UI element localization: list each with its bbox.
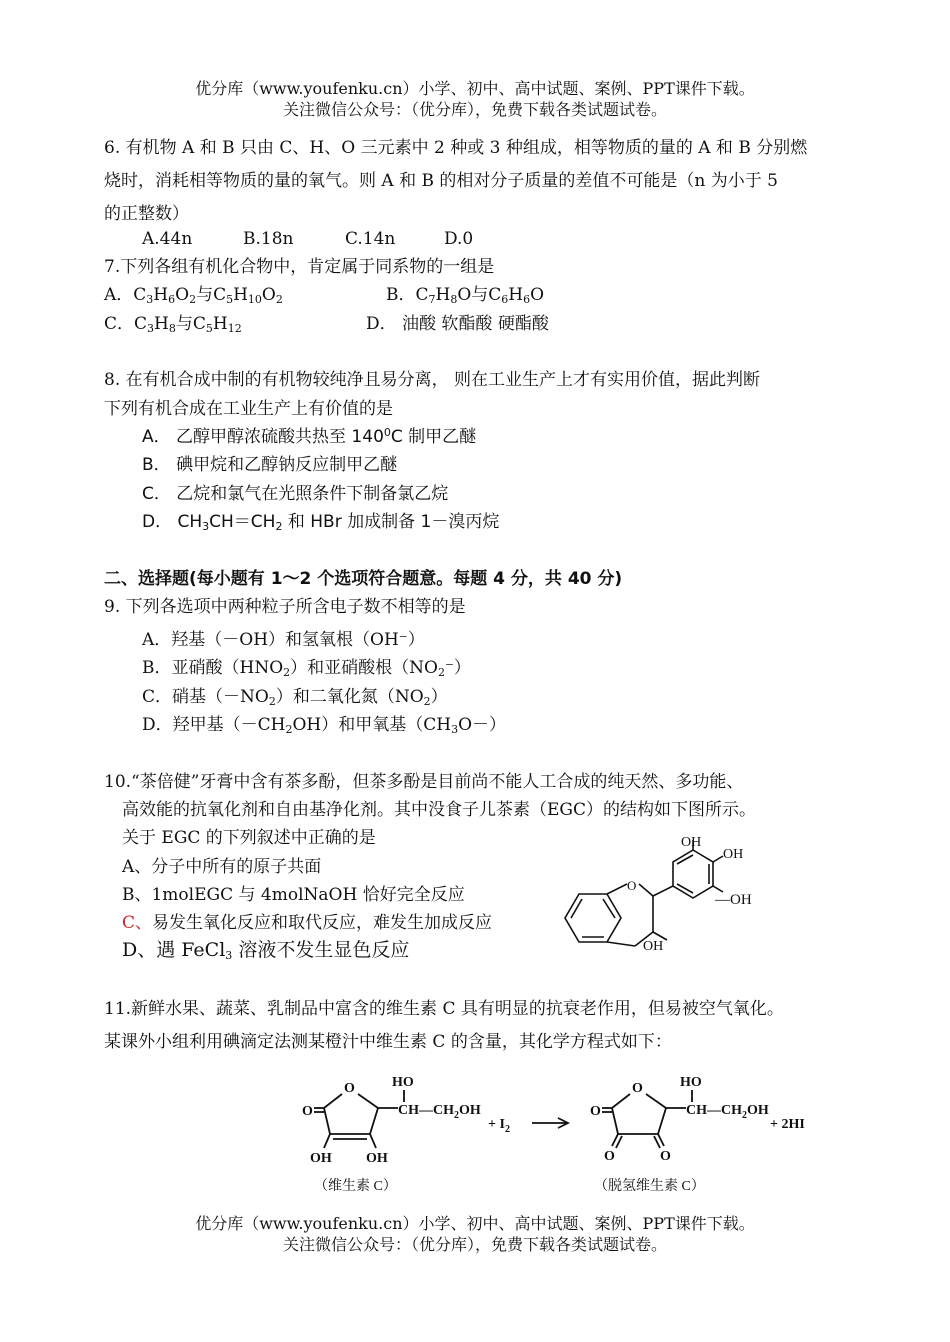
q10-option-c-label: C、 — [122, 913, 153, 933]
q9-option-c: C．硝基$(-NO_2)$和二氧化氮$(NO_2)$ — [142, 687, 448, 708]
egc-oh-right-top: OH — [723, 847, 744, 862]
egc-oh-top: OH — [681, 835, 702, 850]
q8-stem-1: 8. 在有机合成中制的有机物较纯净且易分离， 则在工业生产上才有实用价值，据此判断 — [104, 370, 761, 390]
header-line-1: 优分库（www.youfenku.cn）小学、初中、高中试题、案例、PPT课件下载。 — [195, 79, 755, 98]
plus-i2: + $I_2$ — [488, 1117, 510, 1135]
q11-line-2: 某课外小组利用碘滴定法测某橙汁中维生素 C 的含量，其化学方程式如下： — [104, 1032, 672, 1052]
q6-stem-2: 烧时，消耗相等物质的量的氧气。则 A 和 B 的相对分子质量的差值不可能是（n 为小于 5 — [104, 171, 778, 191]
footer-line-2: 关注微信公众号：（优分库），免费下载各类试题试卷。 — [282, 1235, 667, 1254]
right-chain: $CH—CH_2OH$ — [686, 1103, 769, 1121]
q6-option-d: D.0 — [444, 229, 474, 249]
egc-structure-diagram — [555, 832, 775, 962]
right-carbonyl-o: O — [590, 1104, 601, 1119]
left-chain: $CH—CH_2OH$ — [398, 1103, 481, 1121]
q10-line-1: 10.“茶倍健”牙膏中含有茶多酚，但茶多酚是目前尚不能人工合成的纯天然、多功能、 — [104, 772, 744, 792]
q6-option-c: C.14n — [345, 229, 396, 249]
header-line-2: 关注微信公众号：（优分库），免费下载各类试题试卷。 — [282, 100, 667, 119]
footer-line-1: 优分库（www.youfenku.cn）小学、初中、高中试题、案例、PPT课件下载。 — [195, 1214, 755, 1233]
q10-option-a: A、分子中所有的原子共面 — [122, 857, 322, 877]
label-vitamin-c: （维生素 C） — [314, 1179, 397, 1194]
label-dehydro-vitamin-c: （脱氢维生素 C） — [594, 1179, 705, 1194]
egc-oh-bottom: OH — [643, 939, 664, 954]
header — [0, 78, 950, 120]
q8-stem-2: 下列有机合成在工业生产上有价值的是 — [104, 399, 393, 419]
q6-option-a: A.44n — [142, 229, 193, 249]
q10-option-d: D、遇 FeCl$_3$ 溶液不发生显色反应 — [122, 939, 410, 962]
q11-line-1: 11.新鲜水果、蔬菜、乳制品中富含的维生素 C 具有明显的抗衰老作用，但易被空气氧化。 — [104, 999, 784, 1019]
benzene-ring-right — [673, 850, 713, 898]
section-2-title: 二、选择题(每小题有 1～2 个选项符合题意。每题 4 分，共 40 分) — [104, 569, 623, 589]
q6-option-b: B.18n — [243, 229, 294, 249]
q10-line-2: 高效能的抗氧化剂和自由基净化剂。其中没食子儿茶素（EGC）的结构如下图所示。 — [122, 800, 756, 820]
q7-option-c: C．$C_3H_8$与$C_5H_{12}$ — [104, 314, 242, 335]
q9-option-d: D．羟甲基$(-CH_2OH)$和甲氧基$(CH_3O-)$ — [142, 715, 507, 736]
left-carbonyl-o: O — [302, 1104, 313, 1119]
svg-text:O: O — [627, 878, 637, 893]
q6-stem-1: 6. 有机物 A 和 B 只由 C、H、O 三元素中 2 种或 3 种组成，相等物质的量的 A 和 B 分别燃 — [104, 138, 808, 158]
q8-option-a: A． 乙醇甲醇浓硫酸共热至 $140^0C$ 制甲乙醚 — [142, 426, 477, 447]
egc-oh-right: —OH — [715, 892, 752, 908]
q8-option-c: C． 乙烷和氯气在光照条件下制备氯乙烷 — [142, 484, 449, 504]
q7-option-b: B．$C_7H_8O$与$C_6H_6O$ — [386, 285, 545, 306]
benzene-ring-left — [565, 894, 621, 942]
right-o-1: O — [604, 1149, 615, 1164]
left-oh-1: OH — [310, 1151, 332, 1166]
q9-option-b: B．亚硝酸$(HNO_2)$和亚硝酸根$(NO_2^-)$ — [142, 658, 471, 679]
q9-stem: 9. 下列各选项中两种粒子所含电子数不相等的是 — [104, 597, 466, 617]
q6-stem-3: 的正整数） — [104, 204, 189, 224]
q7-stem: 7.下列各组有机化合物中，肯定属于同系物的一组是 — [104, 257, 495, 277]
q10-option-c: C、易发生氧化反应和取代反应，难发生加成反应 — [122, 913, 493, 933]
q7-option-d: D． 油酸 软酯酸 硬酯酸 — [366, 314, 549, 334]
vitamin-c-equation — [300, 1068, 840, 1198]
q10-option-b: B、1molEGC 与 4molNaOH 恰好完全反应 — [122, 885, 465, 905]
q10-line-3: 关于 EGC 的下列叙述中正确的是 — [122, 828, 376, 848]
q8-option-b: B． 碘甲烷和乙醇钠反应制甲乙醚 — [142, 455, 398, 475]
q8-option-d: D． $CH_3CH=CH_2$ 和 HBr 加成制备 1－溴丙烷 — [142, 512, 500, 533]
right-ring-o: O — [632, 1081, 643, 1096]
left-oh-2: OH — [366, 1151, 388, 1166]
q7-option-a: A．$C_3H_6O_2$与$C_5H_{10}O_2$ — [104, 285, 283, 306]
right-ho: HO — [680, 1075, 702, 1090]
right-o-2: O — [660, 1149, 671, 1164]
left-ho: HO — [392, 1075, 414, 1090]
footer — [0, 1213, 950, 1255]
q9-option-a: A．羟基（－OH）和氢氧根（OH⁻） — [142, 630, 425, 650]
left-ring-o: O — [344, 1081, 355, 1096]
plus-2hi: + 2HI — [770, 1117, 805, 1132]
